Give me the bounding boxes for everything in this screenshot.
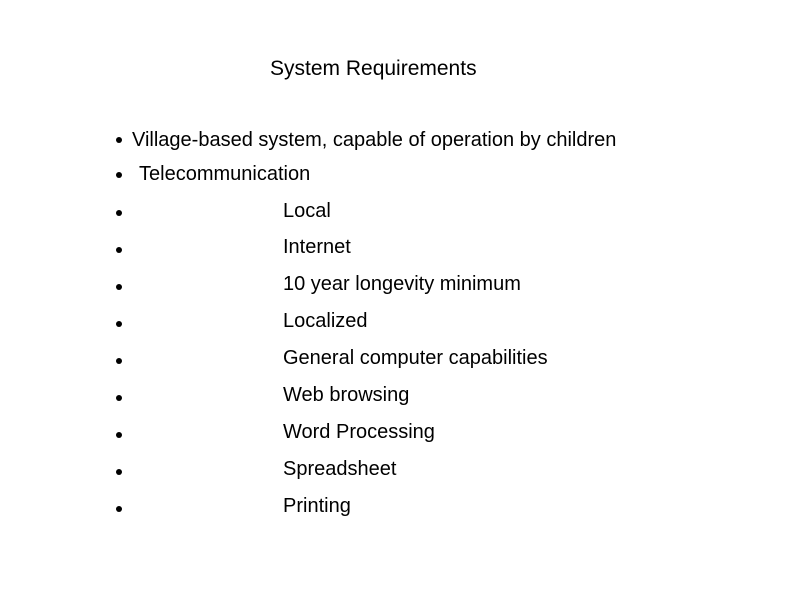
bullet-icon bbox=[116, 395, 122, 401]
list-item bbox=[0, 457, 794, 483]
bullet-icon bbox=[116, 247, 122, 253]
list-item-text: Internet bbox=[283, 236, 351, 258]
list-item-text: Web browsing bbox=[283, 384, 410, 406]
list-item-text: 10 year longevity minimum bbox=[283, 273, 521, 295]
bullet-icon bbox=[116, 469, 122, 475]
list-item-text: Local bbox=[283, 200, 331, 222]
bullet-icon bbox=[116, 432, 122, 438]
list-item bbox=[0, 198, 794, 224]
list-item-text: General computer capabilities bbox=[283, 347, 548, 369]
bullet-icon bbox=[116, 506, 122, 512]
slide-title: System Requirements bbox=[270, 57, 477, 80]
bullet-icon bbox=[116, 321, 122, 327]
list-item bbox=[0, 309, 794, 335]
bullet-icon bbox=[116, 172, 122, 178]
list-item bbox=[0, 235, 794, 261]
list-item-text: Village-based system, capable of operation by children bbox=[132, 129, 617, 151]
list-item-text: Printing bbox=[283, 495, 351, 517]
list-item bbox=[0, 346, 794, 372]
list-item bbox=[0, 272, 794, 298]
list-item bbox=[0, 383, 794, 409]
list-item-text: Localized bbox=[283, 310, 368, 332]
list-item bbox=[0, 420, 794, 446]
list-item-text: Word Processing bbox=[283, 421, 435, 443]
bullet-icon bbox=[116, 210, 122, 216]
list-item bbox=[0, 494, 794, 520]
list-item-text: Spreadsheet bbox=[283, 458, 397, 480]
bullet-icon bbox=[116, 137, 122, 143]
list-item bbox=[0, 126, 794, 152]
list-item bbox=[0, 161, 794, 187]
bullet-icon bbox=[116, 284, 122, 290]
bullet-icon bbox=[116, 358, 122, 364]
list-item-text: Telecommunication bbox=[139, 163, 311, 185]
